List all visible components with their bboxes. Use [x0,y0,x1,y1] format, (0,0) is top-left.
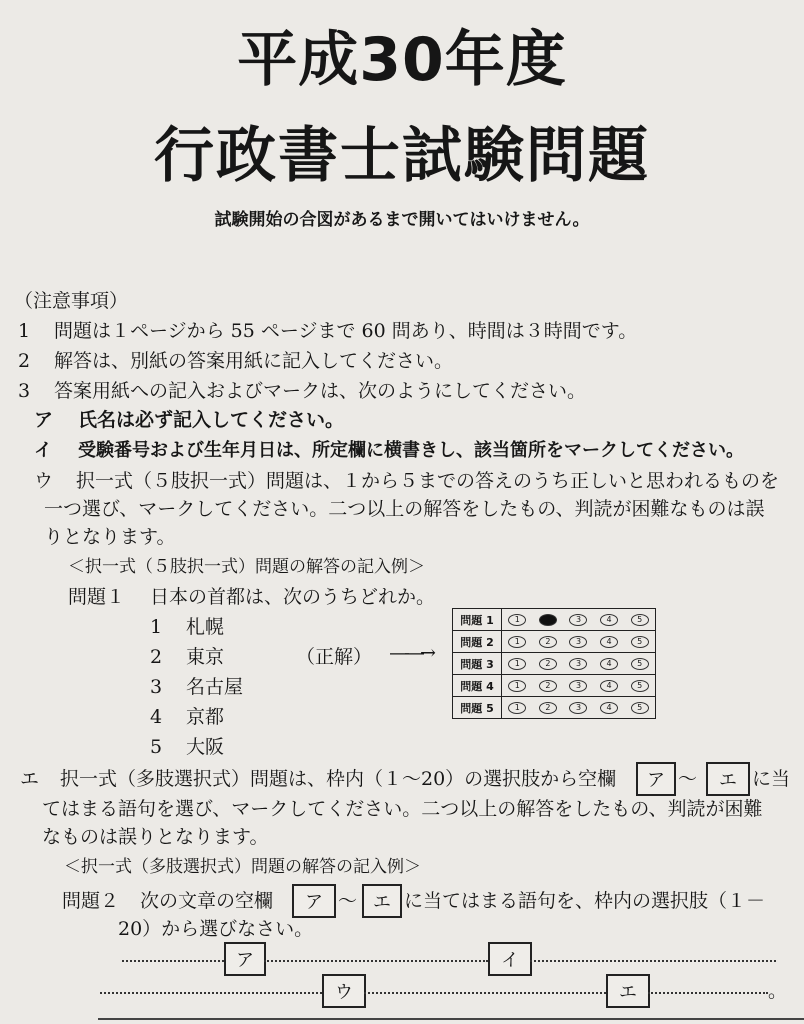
dotted-line [648,992,768,994]
blank-box-a: ア [292,884,336,918]
answer-sheet-row-label: 問題 4 [453,675,502,696]
choice-text: 名古屋 [186,676,244,698]
sub-text-tail: に当 [752,768,791,790]
note-item-2 [18,346,453,373]
notes-heading: （注意事項） [14,290,129,312]
answer-sheet-sample [452,608,656,719]
sub-text: 択一式（５肢択一式）問題は、１から５までの答えのうち正しいと思われるものを [76,470,780,492]
choice-text: 東京 [186,646,225,668]
sub-mark: ア [34,409,54,431]
answer-bubble: 2 [539,636,557,648]
note-text: 解答は、別紙の答案用紙に記入してください。 [54,350,454,372]
note-sub-e-line1 [20,764,616,791]
blank-box-a: ア [224,942,266,976]
note-sub-a [34,405,344,432]
answer-bubble: 2 [539,614,557,626]
answer-bubble: 1 [508,702,526,714]
answer-bubble: 3 [569,614,587,626]
sub-mark: エ [20,768,40,790]
answer-bubble: 2 [539,680,557,692]
sub-mark: ウ [34,470,54,492]
tilde: ～ [338,890,358,912]
answer-bubble: 1 [508,614,526,626]
answer-bubble: 1 [508,636,526,648]
question-label: 問題１ [68,586,126,608]
dotted-line [100,992,322,994]
answer-bubble: 4 [600,636,618,648]
note-sub-u-line3: りとなります。 [44,526,176,548]
page-subtitle: 試験開始の合図があるまで開いてはいけません。 [214,210,590,230]
answer-bubble: 2 [539,702,557,714]
answer-bubble: 5 [631,658,649,670]
blank-box-e: エ [606,974,650,1008]
example2-question-tail: に当てはまる語句を、枠内の選択肢（１－ [404,890,766,912]
page-title-year: 平成30年度 [237,25,567,95]
note-sub-u-line1 [34,466,779,493]
answer-bubble: 5 [631,636,649,648]
dotted-line [122,960,224,962]
sub-text: 択一式（多肢選択式）問題は、枠内（１～20）の選択肢から空欄 [60,768,617,790]
choice-text: 大阪 [186,736,225,758]
answer-bubble: 3 [569,702,587,714]
answer-bubble: 1 [508,658,526,670]
answer-sheet-row [452,697,656,719]
blank-box-u: ウ [322,974,366,1008]
answer-bubble: 1 [508,680,526,692]
answer-bubble: 3 [569,658,587,670]
correct-note: （正解） [296,646,373,668]
answer-bubble: 5 [631,614,649,626]
answer-bubble: 2 [539,658,557,670]
blank-box-e: エ [362,884,402,918]
blank-box-a: ア [636,762,676,796]
frame-border [98,1018,804,1020]
dotted-line [364,992,606,994]
choice-5 [150,732,224,759]
answer-bubble: 3 [569,636,587,648]
note-sub-i [34,436,744,462]
note-sub-e-line3: なものは誤りとなります。 [42,826,269,848]
dotted-line [264,960,488,962]
example2-question-label: 問題２ [62,890,120,912]
example2-question-line2: 20）から選びなさい。 [118,918,314,940]
answer-bubble: 5 [631,680,649,692]
tilde: ～ [678,768,698,790]
choice-3 [150,672,243,699]
example1-question [68,582,435,609]
note-number: 2 [18,350,31,372]
choice-number: 4 [150,706,163,728]
choice-1 [150,612,224,639]
choice-2 [150,642,224,669]
choice-4 [150,702,224,729]
answer-sheet-row [452,608,656,631]
choice-number: 1 [150,616,163,638]
choice-number: 5 [150,736,163,758]
note-text: 答案用紙への記入およびマークは、次のようにしてください。 [54,380,587,402]
answer-bubble: 5 [631,702,649,714]
note-number: 3 [18,380,31,402]
question-text: 日本の首都は、次のうちどれか。 [150,586,436,608]
blank-box-i: イ [488,942,532,976]
note-text: 問題は１ページから 55 ページまで 60 問あり、時間は３時間です。 [54,320,638,342]
example2-question-text: 次の文章の空欄 [140,890,274,912]
note-sub-u-line2: 一つ選び、マークしてください。二つ以上の解答をしたもの、判読が困難なものは誤 [44,498,765,520]
answer-sheet-row [452,631,656,653]
answer-sheet-row [452,653,656,675]
answer-bubble: 4 [600,702,618,714]
arrow-right-icon: ――→ [390,642,432,664]
example1-heading: ＜択一式（５肢択一式）問題の解答の記入例＞ [68,557,425,577]
sub-mark: イ [34,440,52,461]
answer-sheet-row-label: 問題 2 [453,631,502,652]
answer-sheet-row-label: 問題 3 [453,653,502,674]
note-item-3 [18,376,586,403]
note-item-1 [18,316,637,343]
example2-heading: ＜択一式（多肢選択式）問題の解答の記入例＞ [64,857,421,877]
choice-text: 京都 [186,706,225,728]
choice-number: 3 [150,676,163,698]
choice-text: 札幌 [186,616,225,638]
answer-bubble: 3 [569,680,587,692]
answer-bubble: 4 [600,658,618,670]
answer-sheet-row-label: 問題 1 [453,609,502,630]
answer-sheet-row [452,675,656,697]
answer-sheet-row-label: 問題 5 [453,697,502,718]
note-number: 1 [18,320,31,342]
sub-text: 受験番号および生年月日は、所定欄に横書きし、該当箇所をマークしてください。 [78,440,744,461]
note-sub-e-line2: てはまる語句を選び、マークしてください。二つ以上の解答をしたもの、判読が困難 [42,798,763,820]
end-mark: 。 [768,980,788,1002]
sub-text: 氏名は必ず記入してください。 [78,409,345,431]
dotted-line [530,960,776,962]
answer-bubble: 4 [600,680,618,692]
page-title: 行政書士試験問題 [154,121,650,191]
blank-box-e: エ [706,762,750,796]
choice-number: 2 [150,646,163,668]
answer-bubble: 4 [600,614,618,626]
